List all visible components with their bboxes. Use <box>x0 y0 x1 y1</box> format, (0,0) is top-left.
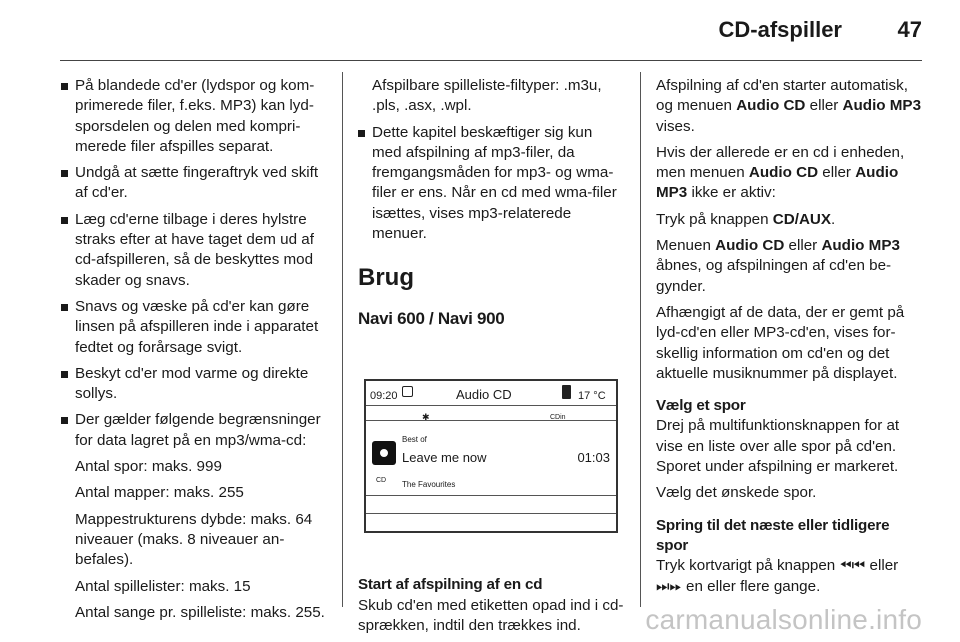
screen-title: Audio CD <box>456 387 512 403</box>
cd-icon <box>372 441 396 465</box>
device-icon <box>402 386 413 397</box>
paragraph: Afspilning af cd'en starter automatisk, og menuen Audio CD eller Audio MP3 vises. <box>656 77 922 135</box>
bullet-item: Læg cd'erne tilbage i deres hylstre straks efter at have taget dem ud af cd-afspilleren, så de beskyttes mod skader og snavs. <box>61 210 327 291</box>
column-2 <box>358 76 626 636</box>
display-illustration <box>358 343 624 569</box>
cd-label: CD <box>376 477 387 485</box>
screen-divider <box>366 513 616 514</box>
bullet-item: Snavs og væske på cd'er kan gøre linsen på afspilleren inde i apparatet fedtet og forårsage svigt. <box>61 297 327 358</box>
screen-temperature: 17 °C <box>578 390 606 403</box>
paragraph: Menuen Audio CD eller Audio MP3 åbnes, og afspilningen af cd'en begynder. <box>656 237 900 295</box>
watermark: carmanualsonline.info <box>645 604 922 635</box>
paragraph: Vælg det ønskede spor. <box>656 484 817 502</box>
album-name: Best of <box>402 435 427 445</box>
screen-source: CDin <box>550 414 566 422</box>
limit-item: Mappestrukturens dybde: maks. 64 niveauer (maks. 8 niveauer anbefales). <box>75 510 313 569</box>
page-header <box>0 0 960 60</box>
limit-item: Antal spillelister: maks. 15 <box>75 577 251 595</box>
audio-cd-screen <box>364 379 618 533</box>
artist-name: The Favourites <box>402 480 456 490</box>
header-rule <box>60 60 922 61</box>
next-track-icon: ⏭︎⏩︎ <box>656 577 682 595</box>
paragraph: Hvis der allerede er en cd i enheden, men menuen Audio CD eller Audio MP3 ikke er aktiv: <box>656 143 905 202</box>
limit-item: Antal mapper: maks. 255 <box>75 484 244 502</box>
skip-track-heading: Spring til det næste eller tidligere spor <box>656 516 890 554</box>
column-divider <box>342 72 343 607</box>
bullet-item: Der gælder følgende begrænsninger for data lagret på en mp3/wma-cd: <box>61 410 327 451</box>
column-divider <box>640 72 641 607</box>
bullet-item: Dette kapitel beskæftiger sig kun med afspilning af mp3-filer, da fremgangsmåden for mp3- og wma-filer er ens. Når en cd med wma-filer isættes, vises mp3-relaterede menuer. <box>358 123 626 245</box>
select-track-heading: Vælg et spor <box>656 397 746 415</box>
paragraph: Tryk på knappen CD/AUX. <box>656 210 836 228</box>
screen-sub-bar <box>366 406 616 421</box>
paragraph: Tryk kortvarigt på knappen ⏪︎⏮︎ eller ⏭︎⏩︎ en eller flere gange. <box>656 557 899 595</box>
column-3 <box>656 76 924 603</box>
paragraph: Afhængigt af de data, der er gemt på lyd-cd'en eller MP3-cd'en, vises forskellig information om cd'en og det aktuelle musiknummer på displayet. <box>656 303 905 382</box>
start-text: Skub cd'en med etiketten opad ind i cd-sprækken, indtil den trækkes ind. <box>358 596 624 634</box>
screen-clock: 09:20 <box>370 390 398 403</box>
screen-divider <box>366 495 616 496</box>
screen-status-bar <box>366 381 616 406</box>
chapter-title: CD-afspiller <box>718 17 842 42</box>
limit-item: Antal spor: maks. 999 <box>75 458 222 476</box>
page-number: 47 <box>897 17 922 42</box>
paragraph: Drej på multifunktionsknappen for at vise en liste over alle spor på cd'en. Sporet under afspilning er markeret. <box>656 417 900 476</box>
section-heading: Brug <box>358 264 414 292</box>
bullet-item: På blandede cd'er (lydspor og komprimerede filer, f.eks. MP3) kan lydsporsdelen og delen med komprimerede filer afspilles separat. <box>61 76 327 157</box>
subsection-heading: Navi 600 / Navi 900 <box>358 309 505 329</box>
playlist-types: Afspilbare spilleliste-filtyper: .m3u, .pls, .asx, .wpl. <box>372 77 602 115</box>
bluetooth-icon: ✱ <box>422 412 430 423</box>
elapsed-time: 01:03 <box>577 450 610 466</box>
phone-icon <box>562 385 571 399</box>
bullet-item: Beskyt cd'er mod varme og direkte sollys. <box>61 364 327 405</box>
column-1 <box>61 76 327 629</box>
bullet-item: Undgå at sætte fingeraftryk ved skift af cd'er. <box>61 163 327 204</box>
limit-item: Antal sange pr. spilleliste: maks. 255. <box>75 603 325 621</box>
song-title: Leave me now <box>402 450 487 466</box>
previous-track-icon: ⏪︎⏮︎ <box>839 557 866 575</box>
start-heading: Start af afspilning af en cd <box>358 576 543 594</box>
